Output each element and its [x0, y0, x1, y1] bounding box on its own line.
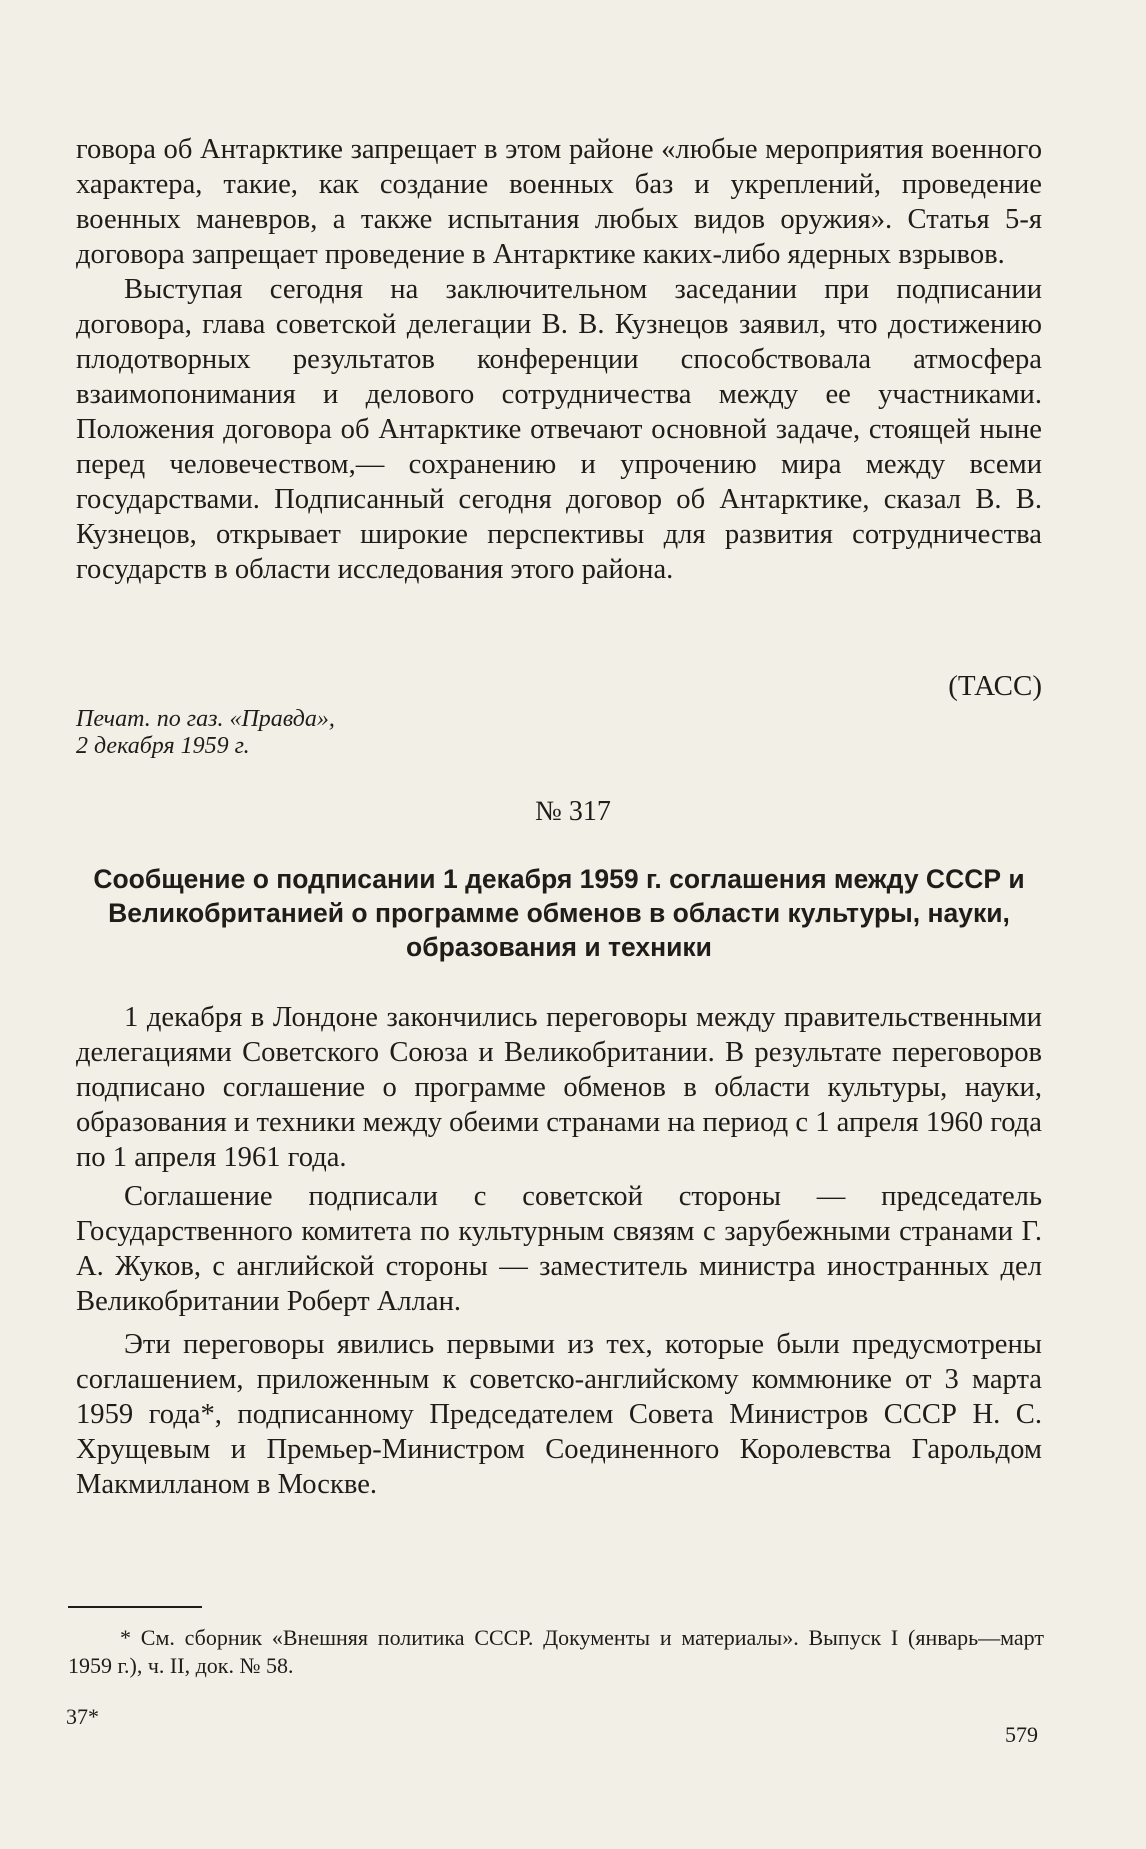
paragraph-communique: Эти переговоры явились первыми из тех, которые были предусмотрены соглашением, приложенным к советско-английскому коммюнике от 3 марта 1959 года*, подписанному Председателем Совета Министров СССР Н. С. Хрущевым и Премьер-Министром Соединенного Королевства Гарольдом Макмилланом в Москве. — [76, 1329, 1042, 1500]
tass-attribution: (ТАСС) — [948, 670, 1042, 702]
top-text-block — [76, 132, 1042, 587]
page-number: 579 — [1005, 1722, 1038, 1747]
paragraph-kuznetsov: Выступая сегодня на заключительном заседании при подписании договора, глава советской делегации В. В. Кузнецов заявил, что достижению плодотворных результатов конференции способствовала атмосфера взаимопонимания и делового сотрудничества между ее участниками. Положения договора об Антарктике отвечают основной задаче, стоящей ныне перед человечеством,— сохранению и упрочению мира между всеми государствами. Подписанный сегодня договор об Антарктике, сказал В. В. Кузнецов, открывает широкие перспективы для развития сотрудничества государств в области исследования этого района. — [76, 274, 1042, 585]
source-line-1: Печат. по газ. «Правда», — [76, 706, 335, 732]
paragraph-signatories: Соглашение подписали с советской стороны — председатель Государственного комитета по культурным связям с зарубежными странами Г. А. Жуков, с английской стороны — заместитель министра иностранных дел Великобритании Роберт Аллан. — [76, 1181, 1042, 1317]
document-number: № 317 — [535, 796, 611, 827]
paragraph-negotiations: 1 декабря в Лондоне закончились переговоры между правительственными делегациями Советского Союза и Великобритании. В результате переговоров подписано соглашение о программе обменов в области культуры, науки, образования и техники между обеими странами на период с 1 апреля 1960 года по 1 апреля 1961 года. — [76, 1002, 1042, 1173]
signature-mark: 37* — [66, 1704, 99, 1729]
footnote: * См. сборник «Внешняя политика СССР. Документы и материалы». Выпуск I (январь—март 1959 г.), ч. II, док. № 58. — [68, 1625, 1044, 1678]
document-heading: Сообщение о подписании 1 декабря 1959 г. соглашения между СССР и Великобританией о программе обменов в области культуры, науки, образования и техники — [93, 864, 1025, 962]
source-note — [76, 706, 335, 760]
paragraph-continued: говора об Антарктике запрещает в этом районе «любые мероприятия военного характера, такие, как создание военных баз и укреплений, проведение военных маневров, а также испытания любых видов оружия». Статья 5-я договора запрещает проведение в Антарктике каких-либо ядерных взрывов. — [76, 134, 1042, 270]
source-line-2: 2 декабря 1959 г. — [76, 733, 250, 759]
body-text-block — [76, 1000, 1042, 1502]
footnote-divider — [68, 1606, 202, 1608]
